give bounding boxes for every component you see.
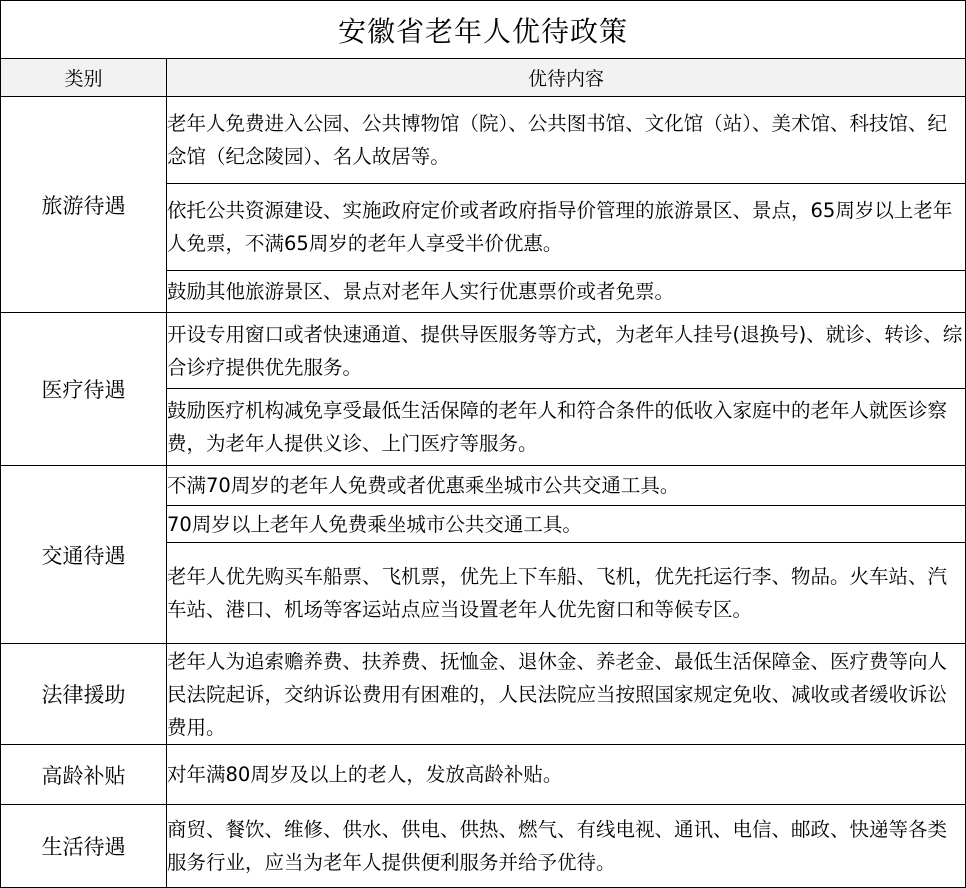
- content-cell: 不满70周岁的老年人免费或者优惠乘坐城市公共交通工具。: [167, 466, 966, 506]
- content-cell: 老年人优先购买车船票、飞机票，优先上下车船、飞机，优先托运行李、物品。火车站、汽车站、港口、机场等客运站点应当设置老年人优先窗口和等候专区。: [167, 543, 966, 644]
- content-cell: 老年人为追索赡养费、扶养费、抚恤金、退休金、养老金、最低生活保障金、医疗费等向人民法院起诉，交纳诉讼费用有困难的，人民法院应当按照国家规定免收、减收或者缓收诉讼费用。: [167, 644, 966, 745]
- table-row: [1, 313, 966, 389]
- content-cell: 开设专用窗口或者快速通道、提供导医服务等方式，为老年人挂号(退换号)、就诊、转诊、综合诊疗提供优先服务。: [167, 313, 966, 389]
- category-medical: 医疗待遇: [1, 313, 167, 466]
- content-cell: 商贸、餐饮、维修、供水、供电、供热、燃气、有线电视、通讯、电信、邮政、快递等各类服务行业，应当为老年人提供便利服务并给予优待。: [167, 805, 966, 888]
- table-row: [1, 745, 966, 805]
- content-cell: 70周岁以上老年人免费乘坐城市公共交通工具。: [167, 506, 966, 543]
- table-row: [1, 97, 966, 184]
- title-row: [1, 1, 966, 59]
- category-transport: 交通待遇: [1, 466, 167, 644]
- content-cell: 鼓励其他旅游景区、景点对老年人实行优惠票价或者免票。: [167, 271, 966, 313]
- header-row: [1, 59, 966, 97]
- content-cell: 对年满80周岁及以上的老人，发放高龄补贴。: [167, 745, 966, 805]
- content-cell: 鼓励医疗机构减免享受最低生活保障的老年人和符合条件的低收入家庭中的老年人就医诊察费，为老年人提供义诊、上门医疗等服务。: [167, 389, 966, 466]
- table-row: [1, 805, 966, 888]
- table-row: [1, 644, 966, 745]
- header-content: 优待内容: [167, 59, 966, 97]
- content-cell: 老年人免费进入公园、公共博物馆（院）、公共图书馆、文化馆（站）、美术馆、科技馆、纪念馆（纪念陵园）、名人故居等。: [167, 97, 966, 184]
- content-cell: 依托公共资源建设、实施政府定价或者政府指导价管理的旅游景区、景点，65周岁以上老年人免票，不满65周岁的老年人享受半价优惠。: [167, 184, 966, 271]
- category-legal: 法律援助: [1, 644, 167, 745]
- page-title: 安徽省老年人优待政策: [1, 1, 966, 59]
- header-category: 类别: [1, 59, 167, 97]
- category-subsidy: 高龄补贴: [1, 745, 167, 805]
- category-tourism: 旅游待遇: [1, 97, 167, 313]
- category-living: 生活待遇: [1, 805, 167, 888]
- table-row: [1, 466, 966, 506]
